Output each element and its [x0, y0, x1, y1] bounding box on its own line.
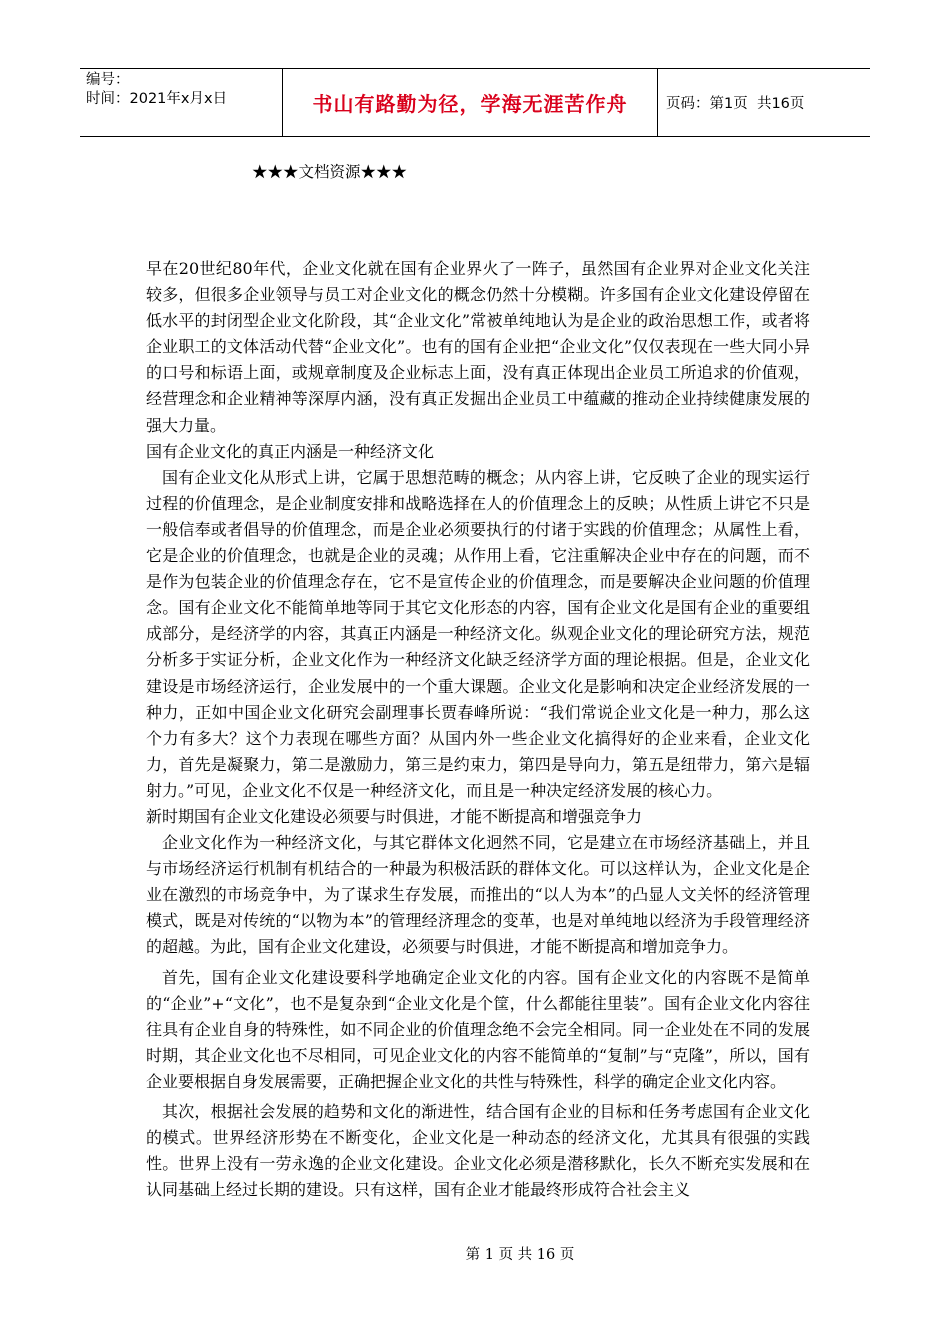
- header-meta-cell: [80, 69, 283, 136]
- source-banner: ★★★文档资源★★★: [252, 163, 408, 181]
- section-heading-1: 国有企业文化的真正内涵是一种经济文化: [146, 441, 435, 461]
- section-heading-2: 新时期国有企业文化建设必须要与时俱进，才能不断提高和增强竞争力: [146, 806, 643, 826]
- paragraph-second-point: 其次，根据社会发展的趋势和文化的渐进性，结合国有企业的目标和任务考虑国有企业文化的模式。世界经济形势在不断变化，企业文化是一种动态的经济文化，尤其具有很强的实践性。世界上没有一劳永逸的企业文化建设。企业文化必须是潜移默化，长久不断充实发展和在认同基础上经过长期的建设。只有这样，国有企业才能最终形成符合社会主义: [146, 1102, 810, 1200]
- paragraph-competitiveness: 企业文化作为一种经济文化，与其它群体文化迥然不同，它是建立在市场经济基础上，并且与市场经济运行机制有机结合的一种最为积极活跃的群体文化。可以这样认为，企业文化是企业在激烈的市场竞争中，为了谋求生存发展，而推出的“以人为本”的凸显人文关怀的经济管理模式，既是对传统的“以物为本”的管理经济理念的变革，也是对单纯地以经济为手段管理经济的超越。为此，国有企业文化建设，必须要与时俱进，才能不断提高和增加竞争力。: [146, 833, 810, 957]
- header-time-label: 时间：2021年x月x日: [86, 91, 228, 107]
- paragraph-first-point: 首先，国有企业文化建设要科学地确定企业文化的内容。国有企业文化的内容既不是简单的“企业”+“文化”，也不是复杂到“企业文化是个筐，什么都能往里装”。国有企业文化内容往往具有企业自身的特殊性，如不同企业的价值理念绝不会完全相同。同一企业处在不同的发展时期，其企业文化也不尽相同，可见企业文化的内容不能简单的“复制”与“克隆”，所以，国有企业要根据自身发展需要，正确把握企业文化的共性与特殊性，科学的确定企业文化内容。: [146, 967, 810, 1091]
- header-number-label: 编号：: [86, 72, 130, 88]
- paragraph-economic-culture: 国有企业文化从形式上讲，它属于思想范畴的概念；从内容上讲，它反映了企业的现实运行过程的价值理念，是企业制度安排和战略选择在人的价值理念上的反映；从性质上讲它不只是一般信奉或者倡导的价值理念，而是企业必须要执行的付诸于实践的价值理念；从属性上看，它是企业的价值理念，也就是企业的灵魂；从作用上看，它注重解决企业中存在的问题，而不是作为包装企业的价值理念存在，它不是宣传企业的价值理念，而是要解决企业问题的价值理念。国有企业文化不能简单地等同于其它文化形态的内容，国有企业文化是国有企业的重要组成部分，是经济学的内容，其真正内涵是一种经济文化。纵观企业文化的理论研究方法，规范分析多于实证分析，企业文化作为一种经济文化缺乏经济学方面的理论根据。但是，企业文化建设是市场经济运行，企业发展中的一个重大课题。企业文化是影响和决定企业经济发展的一种力，正如中国企业文化研究会副理事长贾春峰所说：“我们常说企业文化是一种力，那么这个力有多大？这个力表现在哪些方面？从国内外一些企业文化搞得好的企业来看，企业文化力，首先是凝聚力，第二是激励力，第三是约束力，第四是导向力，第五是纽带力，第六是辐射力。”可见，企业文化不仅是一种经济文化，而且是一种决定经济发展的核心力。: [146, 467, 810, 800]
- paragraph-intro: 早在20世纪80年代，企业文化就在国有企业界火了一阵子，虽然国有企业界对企业文化关注较多，但很多企业领导与员工对企业文化的概念仍然十分模糊。许多国有企业文化建设停留在低水平的封闭型企业文化阶段，其“企业文化”常被单纯地认为是企业的政治思想工作，或者将企业职工的文体活动代替“企业文化”。也有的国有企业把“企业文化”仅仅表现在一些大同小异的口号和标语上面，或规章制度及企业标志上面，没有真正体现出企业员工所追求的价值观，经营理念和企业精神等深厚内涵，没有真正发掘出企业员工中蕴藏的推动企业持续健康发展的强大力量。: [146, 259, 810, 435]
- header-page-label: 页码：第1页 共16页: [666, 96, 805, 112]
- header-page-cell: [658, 69, 870, 136]
- document-header-table: [80, 68, 870, 137]
- page-footer: 第 1 页 共 16 页: [465, 1247, 575, 1263]
- document-body: [146, 256, 810, 1203]
- header-motto: 书山有路勤为径，学海无涯苦作舟: [283, 69, 658, 136]
